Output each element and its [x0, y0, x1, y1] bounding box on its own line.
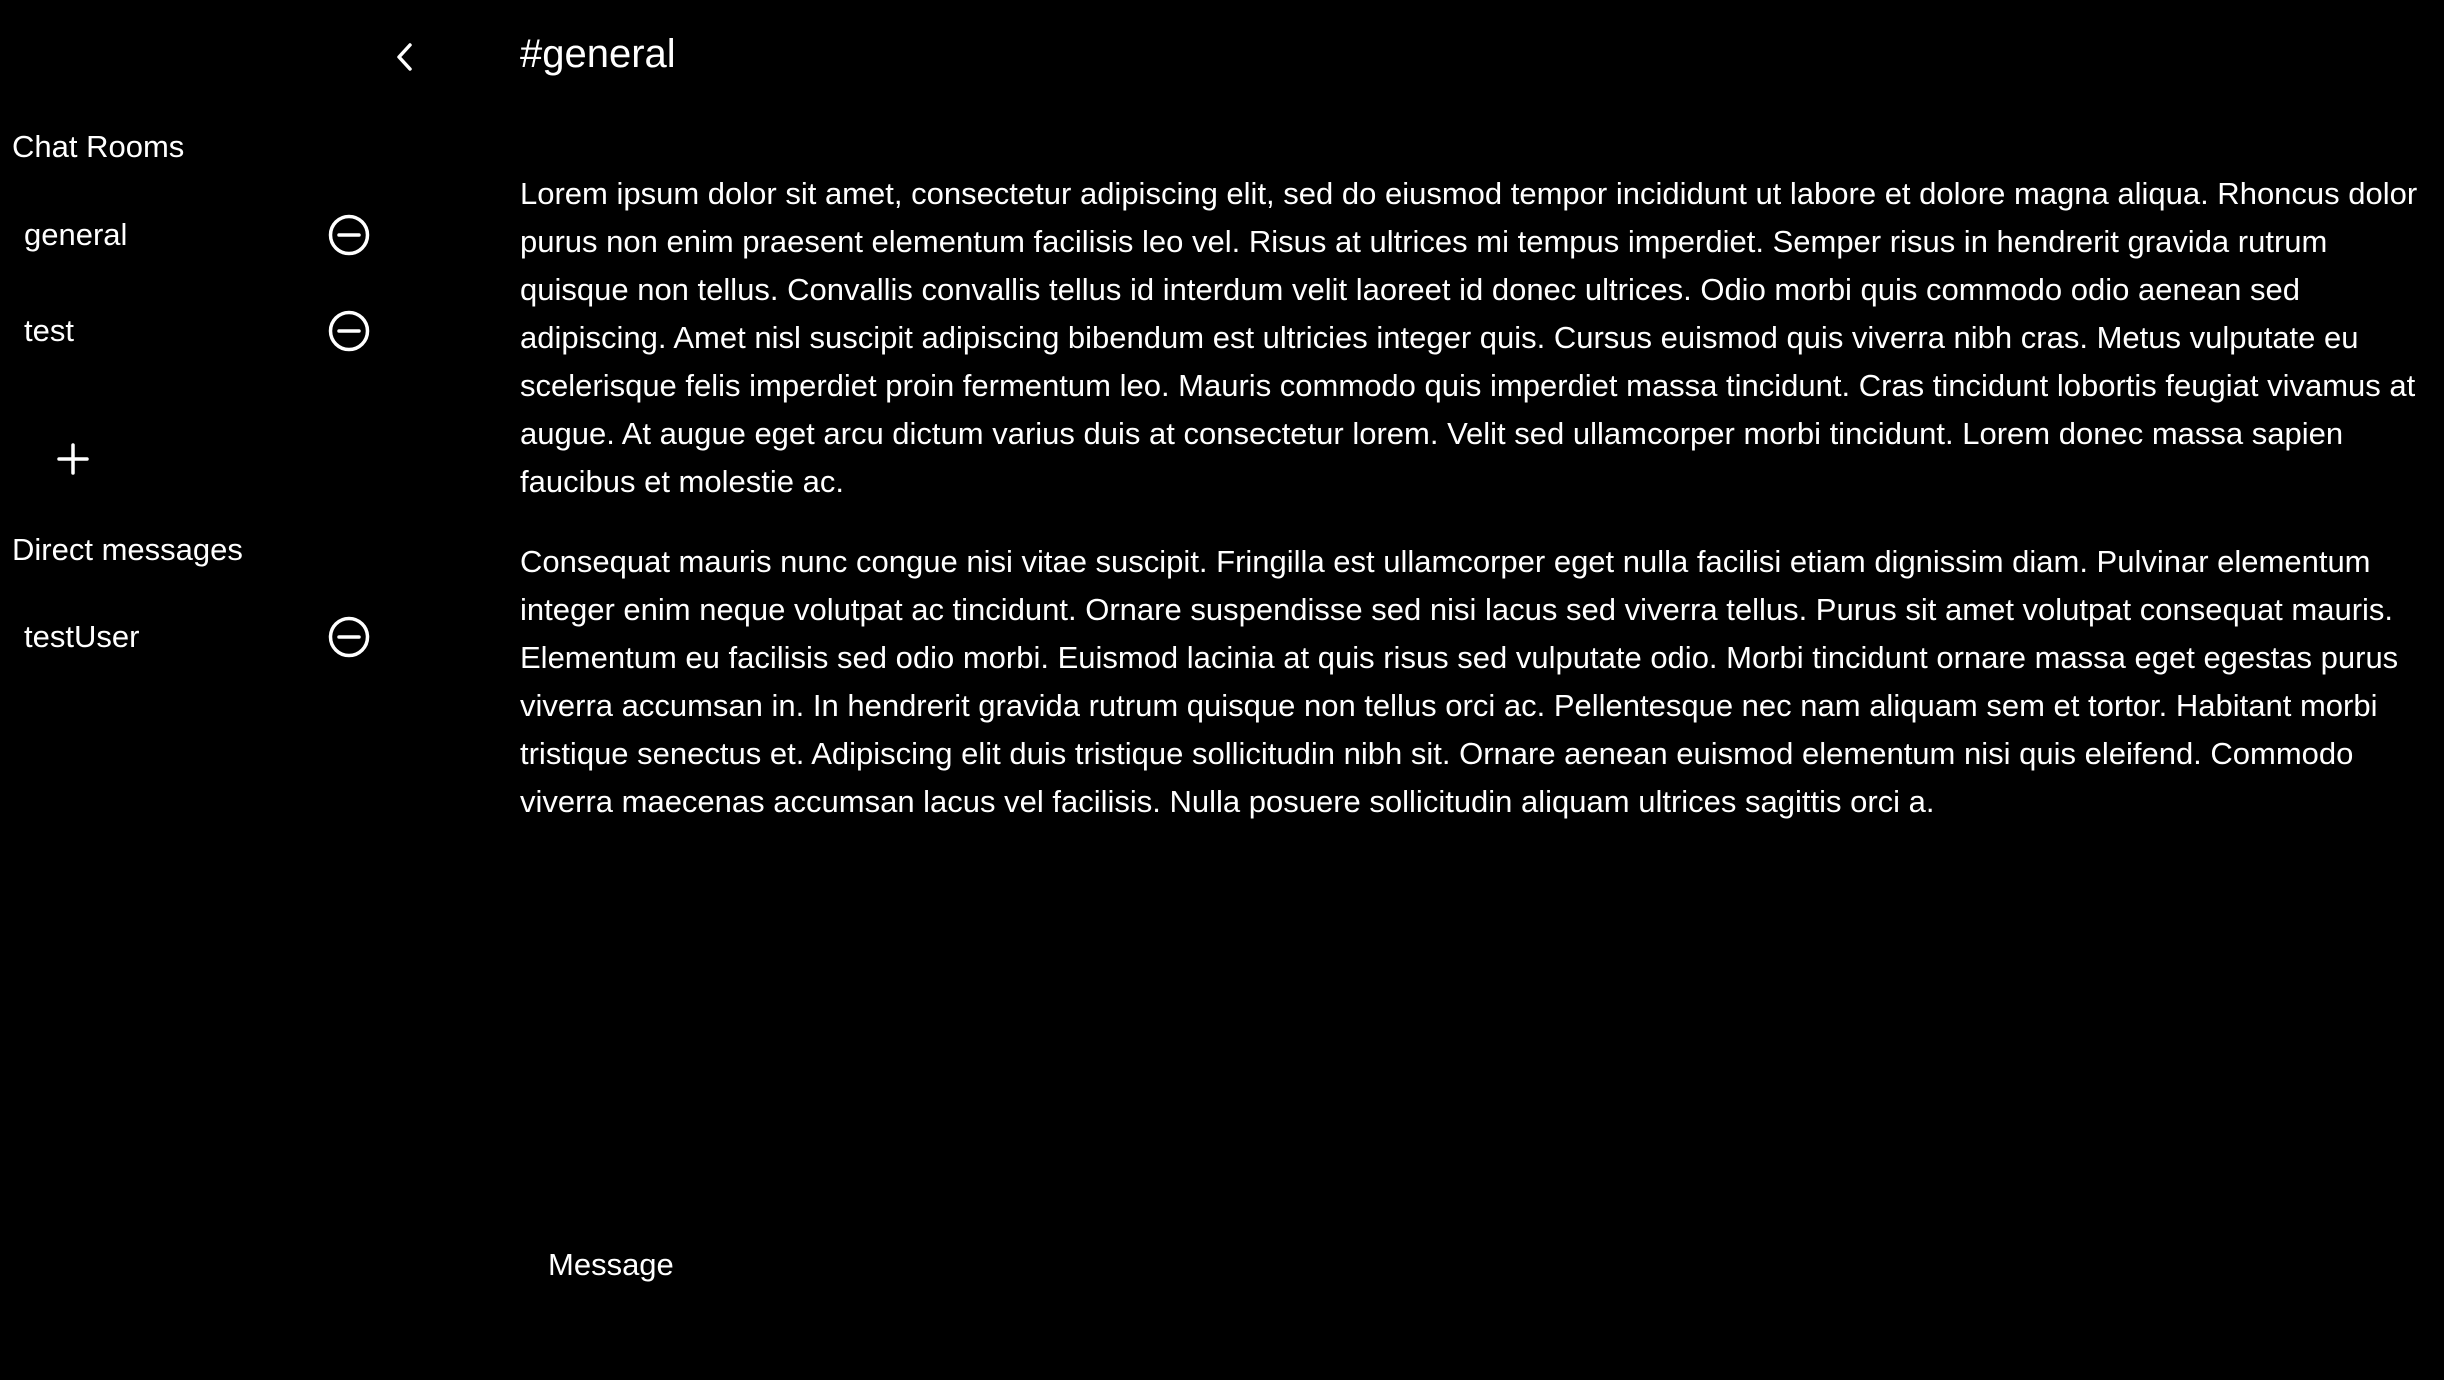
remove-room-button[interactable]: [323, 305, 375, 357]
room-label: general: [24, 217, 128, 252]
minus-circle-icon: [327, 615, 371, 659]
chat-rooms-heading: Chat Rooms: [12, 129, 185, 164]
dm-label: testUser: [24, 619, 140, 654]
minus-circle-icon: [327, 309, 371, 353]
room-label: test: [24, 313, 74, 348]
plus-icon: [56, 442, 90, 476]
collapse-sidebar-button[interactable]: [380, 30, 430, 84]
message-composer: [520, 1230, 2420, 1300]
sidebar: [0, 0, 470, 1380]
chevron-left-icon: [394, 41, 416, 73]
message: Consequat mauris nunc congue nisi vitae suscipit. Fringilla est ullamcorper eget nulla facilisi etiam dignissim diam. Pulvinar elementum integer enim neque volutpat ac tincidunt. Ornare suspendisse sed nisi lacus sed viverra tellus. Purus sit amet volutpat consequat mauris. Elementum eu facilisis sed odio morbi. Euismod lacinia at quis risus sed vulputate odio. Morbi tincidunt ornare massa eget egestas purus viverra accumsan in. In hendrerit gravida rutrum quisque non tellus orci ac. Pellentesque nec nam aliquam sem et tortor. Habitant morbi tristique senectus et. Adipiscing elit duis tristique sollicitudin nibh sit. Ornare aenean euismod elementum nisi quis eleifend. Commodo viverra maecenas accumsan lacus vel facilisis. Nulla posuere sollicitudin aliquam ultrices sagittis orci a.: [520, 544, 2399, 819]
message: Lorem ipsum dolor sit amet, consectetur adipiscing elit, sed do eiusmod tempor incididunt ut labore et dolore magna aliqua. Rhoncus dolor purus non enim praesent elementum facilisis leo vel. Risus at ultrices mi tempus imperdiet. Semper risus in hendrerit gravida rutrum quisque non tellus. Convallis convallis tellus id interdum velit laoreet id donec ultrices. Odio morbi quis commodo odio aenean sed adipiscing. Amet nisl suscipit adipiscing bibendum est ultricies integer quis. Cursus euismod quis viverra nibh cras. Metus vulputate eu scelerisque felis imperdiet proin fermentum leo. Mauris commodo quis imperdiet massa tincidunt. Cras tincidunt lobortis feugiat vivamus at augue. At augue eget arcu dictum varius duis at consectetur lorem. Velit sed ullamcorper morbi tincidunt. Lorem donec massa sapien faucibus et molestie ac.: [520, 176, 2418, 499]
room-item-general[interactable]: [0, 200, 390, 270]
message-input[interactable]: [520, 1230, 2420, 1300]
chat-main: [520, 0, 2420, 1380]
message-list: [520, 170, 2420, 858]
remove-dm-button[interactable]: [323, 611, 375, 663]
minus-circle-icon: [327, 213, 371, 257]
room-item-test[interactable]: [0, 296, 390, 366]
remove-room-button[interactable]: [323, 209, 375, 261]
channel-title: #general: [520, 32, 676, 76]
add-room-button[interactable]: [44, 430, 102, 488]
dm-item-testuser[interactable]: [0, 602, 390, 672]
direct-messages-heading: Direct messages: [12, 532, 243, 567]
